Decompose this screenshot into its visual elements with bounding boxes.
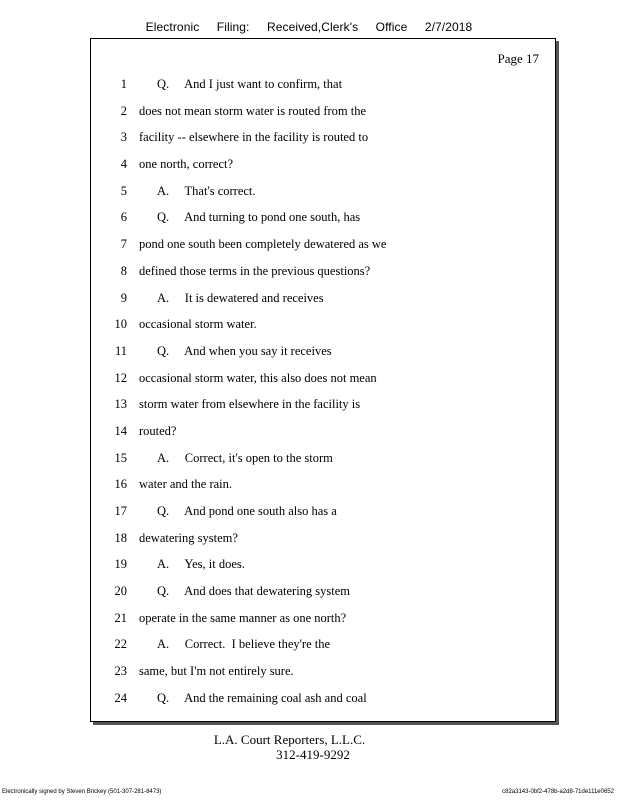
transcript-line — [91, 471, 555, 498]
document-id: c82a3143-0bf2-478b-a2d8-71de111e0652 — [502, 789, 614, 795]
transcript-line — [91, 71, 555, 98]
transcript-line — [91, 338, 555, 365]
line-number: 3 — [120, 130, 127, 145]
line-number: 5 — [120, 183, 127, 198]
line-text: same, but I'm not entirely sure. — [139, 664, 294, 679]
line-number: 12 — [114, 370, 127, 385]
filing-stamp-header — [0, 20, 618, 34]
line-text: routed? — [139, 423, 177, 438]
line-text: one north, correct? — [139, 157, 234, 172]
line-number: 23 — [114, 664, 127, 679]
line-number: 14 — [114, 423, 127, 438]
line-number: 21 — [114, 610, 127, 625]
transcript-line — [91, 605, 555, 632]
line-text: occasional storm water. — [139, 317, 257, 332]
line-text: water and the rain. — [139, 477, 233, 492]
transcript-line — [91, 418, 555, 445]
line-text: facility -- elsewhere in the facility is routed to — [139, 130, 369, 145]
line-text: operate in the same manner as one north? — [139, 610, 347, 625]
transcript-line — [91, 525, 555, 552]
line-number: 2 — [120, 103, 127, 118]
transcript-line — [91, 551, 555, 578]
line-text: dewatering system? — [139, 530, 238, 545]
reporter-phone: 312-419-9292 — [276, 747, 350, 762]
line-text: A. It is dewatered and receives — [157, 290, 324, 305]
transcript-line — [91, 151, 555, 178]
transcript-line — [91, 311, 555, 338]
transcript-line — [91, 231, 555, 258]
line-text: Q. And when you say it receives — [157, 343, 332, 358]
line-number: 17 — [114, 504, 127, 518]
line-text: occasional storm water, this also does not mean — [139, 370, 377, 385]
line-number: 9 — [120, 290, 127, 305]
header-word-electronic: Electronic — [145, 20, 200, 34]
transcript-line — [91, 204, 555, 231]
line-number: 7 — [120, 237, 127, 252]
line-text: Q. And the remaining coal ash and coal — [157, 690, 367, 705]
line-text: storm water from elsewhere in the facility is — [139, 397, 361, 412]
transcript-line — [91, 124, 555, 151]
line-text: Q. And I just want to confirm, that — [157, 77, 343, 91]
header-date: 2/7/2018 — [424, 20, 473, 34]
line-text: A. That's correct. — [157, 183, 256, 198]
line-number: 22 — [114, 637, 127, 652]
transcript-line — [91, 685, 555, 712]
line-text: A. Correct. I believe they're the — [157, 637, 331, 652]
header-word-filing: Filing: — [216, 20, 250, 34]
transcript-line — [91, 365, 555, 392]
line-number: 18 — [114, 530, 127, 545]
line-text: A. Correct, it's open to the storm — [157, 450, 333, 465]
line-text: Q. And does that dewatering system — [157, 584, 351, 599]
line-number: 10 — [114, 317, 127, 332]
transcript-line — [91, 445, 555, 472]
line-number: 19 — [114, 557, 127, 572]
transcript-page — [90, 38, 556, 722]
electronic-signature-note: Electronically signed by Steven Brickey (501-307-281-8473) — [2, 789, 162, 795]
transcript-line — [91, 178, 555, 205]
transcript-line — [91, 658, 555, 685]
line-text: defined those terms in the previous questions? — [139, 263, 371, 278]
line-text: does not mean storm water is routed from the — [139, 103, 367, 118]
transcript-line — [91, 391, 555, 418]
line-text: pond one south been completely dewatered as we — [139, 237, 387, 252]
line-number: 6 — [120, 210, 127, 225]
transcript-line — [91, 498, 555, 525]
line-text: Q. And turning to pond one south, has — [157, 210, 361, 225]
line-number: 15 — [114, 450, 127, 465]
reporter-firm: L.A. Court Reporters, L.L.C. — [213, 732, 366, 747]
page-number: Page 17 — [497, 51, 539, 66]
line-number: 1 — [120, 77, 127, 91]
line-number: 4 — [120, 157, 127, 172]
line-number: 20 — [114, 584, 127, 599]
line-number: 24 — [114, 690, 127, 705]
line-number: 16 — [114, 477, 127, 492]
header-word-office: Office — [375, 20, 408, 34]
line-text: A. Yes, it does. — [157, 557, 245, 572]
transcript-line — [91, 631, 555, 658]
header-word-received: Received,Clerk's — [266, 20, 359, 34]
transcript-lines — [91, 71, 555, 712]
line-number: 8 — [120, 263, 127, 278]
line-text: Q. And pond one south also has a — [157, 504, 337, 518]
line-number: 11 — [114, 343, 127, 358]
line-number: 13 — [114, 397, 127, 412]
transcript-line — [91, 258, 555, 285]
transcript-line — [91, 285, 555, 312]
transcript-line — [91, 98, 555, 125]
transcript-line — [91, 578, 555, 605]
